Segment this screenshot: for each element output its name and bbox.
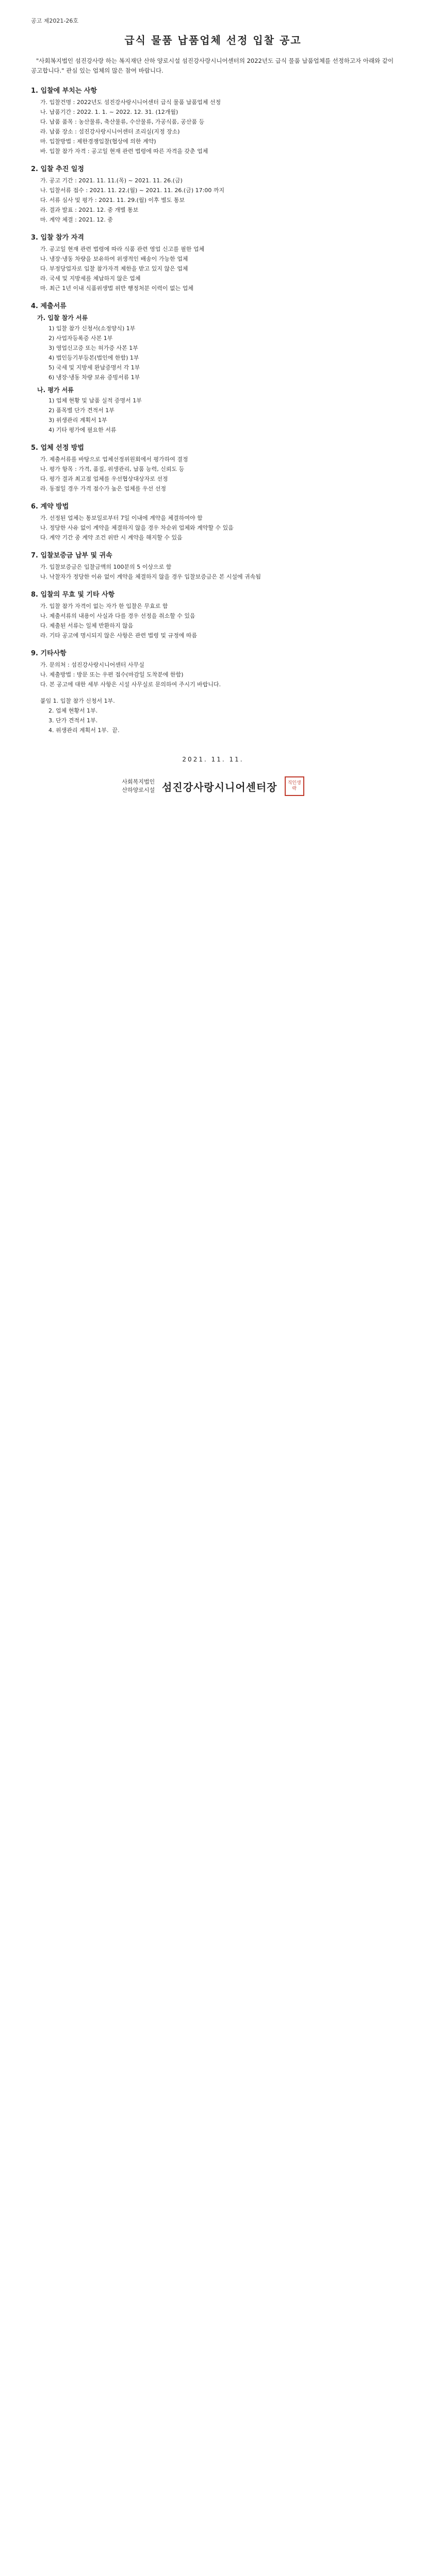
section-line: 다. 평가 결과 최고점 업체를 우선협상대상자로 선정 [40, 476, 168, 482]
section-schedule [31, 163, 395, 225]
attachment-item: 2. 업체 현황서 1부. [48, 707, 98, 714]
section-selection-method [31, 442, 395, 494]
issuer-org-line: 산하양로시설 [122, 787, 155, 793]
section-line: 나. 제출서류의 내용이 사실과 다를 경우 선정을 취소할 수 있음 [40, 613, 195, 619]
attachment-item: 4. 위생관리 계획서 1부. 끝. [48, 727, 120, 734]
section-title: 8. 입찰의 무효 및 기타 사항 [31, 591, 115, 599]
section-line: 5) 국세 및 지방세 완납증명서 각 1부 [48, 364, 140, 371]
section-title: 3. 입찰 참가 자격 [31, 234, 84, 242]
section-bid-items [31, 85, 395, 156]
section-line: 라. 국세 및 지방세를 체납하지 않은 업체 [40, 275, 141, 282]
section-line: 나. 입찰서류 접수 : 2021. 11. 22.(월) ~ 2021. 11. 26.(금) 17:00 까지 [40, 187, 225, 194]
section-line: 4) 법인등기부등본(법인에 한함) 1부 [48, 354, 139, 361]
section-line: 3) 영업신고증 또는 허가증 사본 1부 [48, 345, 138, 351]
section-title: 5. 업체 선정 방법 [31, 444, 84, 452]
section-line: 1) 입찰 참가 신청서(소정양식) 1부 [48, 325, 136, 332]
section-line: 다. 본 공고에 대한 세부 사항은 시설 사무실로 문의하여 주시기 바랍니다. [40, 681, 221, 688]
section-line: 나. 정당한 사유 없이 계약을 체결하지 않을 경우 차순위 업체와 계약할 수 있음 [40, 524, 234, 531]
section-line: 나. 낙찰자가 정당한 이유 없이 계약을 체결하지 않을 경우 입찰보증금은 본 시설에 귀속됨 [40, 573, 261, 580]
section-line: 마. 계약 체결 : 2021. 12. 중 [40, 216, 113, 223]
section-title: 7. 입찰보증금 납부 및 귀속 [31, 552, 112, 560]
section-line: 바. 입찰 참가 자격 : 공고일 현재 관련 법령에 따른 자격을 갖춘 업체 [40, 148, 208, 155]
issuer-name: 섬진강사랑시니어센터장 [162, 781, 277, 793]
section-line: 다. 납품 품목 : 농산물류, 축산물류, 수산물류, 가공식품, 공산품 등 [40, 118, 205, 125]
section-line: 가. 입찰보증금은 입찰금액의 100분의 5 이상으로 함 [40, 564, 172, 570]
section-contract [31, 501, 395, 543]
section-line: 가. 선정된 업체는 통보일로부터 7일 이내에 계약을 체결하여야 함 [40, 515, 203, 521]
section-line: 나. 냉장·냉동 차량을 보유하여 위생적인 배송이 가능한 업체 [40, 256, 188, 262]
section-line: 가. 공고일 현재 관련 법령에 따라 식품 관련 영업 신고를 필한 업체 [40, 246, 205, 252]
section-line: 1) 업체 현황 및 납품 실적 증명서 1부 [48, 397, 142, 404]
section-line: 가. 입찰 참가 자격이 없는 자가 한 입찰은 무효로 함 [40, 603, 168, 609]
section-line: 6) 냉장·냉동 차량 보유 증빙서류 1부 [48, 374, 140, 381]
section-line: 3) 위생관리 계획서 1부 [48, 417, 107, 423]
section-line: 라. 기타 공고에 명시되지 않은 사항은 관련 법령 및 규정에 따름 [40, 632, 198, 639]
section-deposit [31, 550, 395, 582]
section-line: 다. 제출된 서류는 일체 반환하지 않음 [40, 622, 134, 629]
section-title: 4. 제출서류 [31, 302, 67, 310]
section-line: 라. 납품 장소 : 섬진강사랑시니어센터 조리실(지정 장소) [40, 128, 180, 135]
issue-date: 2021. 11. 11. [182, 756, 244, 763]
section-line: 가. 제출서류를 바탕으로 업체선정위원회에서 평가하여 결정 [40, 456, 188, 463]
section-line: 2) 사업자등록증 사본 1부 [48, 335, 113, 342]
section-eligibility [31, 232, 395, 293]
issuer-block [31, 776, 395, 796]
section-line: 나. 평가 항목 : 가격, 품질, 위생관리, 납품 능력, 신뢰도 등 [40, 466, 185, 472]
section-title: 1. 입찰에 부치는 사항 [31, 87, 97, 95]
section-line: 나. 제출방법 : 방문 또는 우편 접수(마감일 도착분에 한함) [40, 671, 184, 678]
section-line: 4) 기타 평가에 필요한 서류 [48, 427, 117, 433]
attachment-item: 3. 단가 견적서 1부. [48, 717, 98, 724]
section-other [31, 648, 395, 689]
document-title: 급식 물품 납품업체 선정 입찰 공고 [124, 34, 302, 46]
section-line: 라. 결과 발표 : 2021. 12. 중 개별 통보 [40, 207, 139, 213]
notice-number: 공고 제2021-26호 [31, 18, 78, 24]
attachments-title: 붙임 1. 입찰 참가 신청서 1부. [40, 698, 115, 704]
section-line: 마. 입찰방법 : 제한경쟁입찰(협상에 의한 계약) [40, 138, 156, 145]
section-line: 다. 서류 심사 및 평가 : 2021. 11. 29.(월) 이후 별도 통보 [40, 197, 185, 204]
intro-paragraph: "사회복지법인 섬진강사랑 하는 복지재단 산하 양로시설 섬진강사랑시니어센터의 2022년도 급식 물품 납품업체를 선정하고자 아래와 같이 공고합니다." 관심 있는 업체의 많은 참여 바랍니다. [31, 57, 394, 74]
section-invalid-bids [31, 589, 395, 640]
section-line: 마. 최근 1년 이내 식품위생법 위반 행정처분 이력이 없는 업체 [40, 285, 193, 292]
section-line: 다. 부정당업자로 입찰 참가자격 제한을 받고 있지 않은 업체 [40, 265, 188, 272]
section-title: 6. 계약 방법 [31, 503, 69, 511]
issuer-org [122, 778, 155, 794]
section-line: 다. 계약 기간 중 계약 조건 위반 시 계약을 해지할 수 있음 [40, 534, 183, 541]
section-line: 2) 품목별 단가 견적서 1부 [48, 407, 114, 414]
official-seal-icon: 직인생략 [285, 776, 304, 796]
section-title: 2. 입찰 추진 일정 [31, 165, 84, 173]
section-documents [31, 300, 395, 435]
subsection-title: 나. 평가 서류 [37, 386, 74, 394]
section-title: 9. 기타사항 [31, 650, 67, 657]
subsection-title: 가. 입찰 참가 서류 [37, 314, 88, 321]
attachments [31, 697, 395, 735]
section-line: 가. 공고 기간 : 2021. 11. 11.(목) ~ 2021. 11. 26.(금) [40, 177, 183, 184]
section-line: 가. 입찰건명 : 2022년도 섬진강사랑시니어센터 급식 물품 납품업체 선정 [40, 99, 221, 106]
section-line: 나. 납품기간 : 2022. 1. 1. ~ 2022. 12. 31. (12개월) [40, 109, 178, 115]
issuer-org-line: 사회복지법인 [122, 778, 155, 785]
section-line: 라. 동점일 경우 가격 점수가 높은 업체를 우선 선정 [40, 485, 166, 492]
section-line: 가. 문의처 : 섬진강사랑시니어센터 사무실 [40, 662, 144, 668]
